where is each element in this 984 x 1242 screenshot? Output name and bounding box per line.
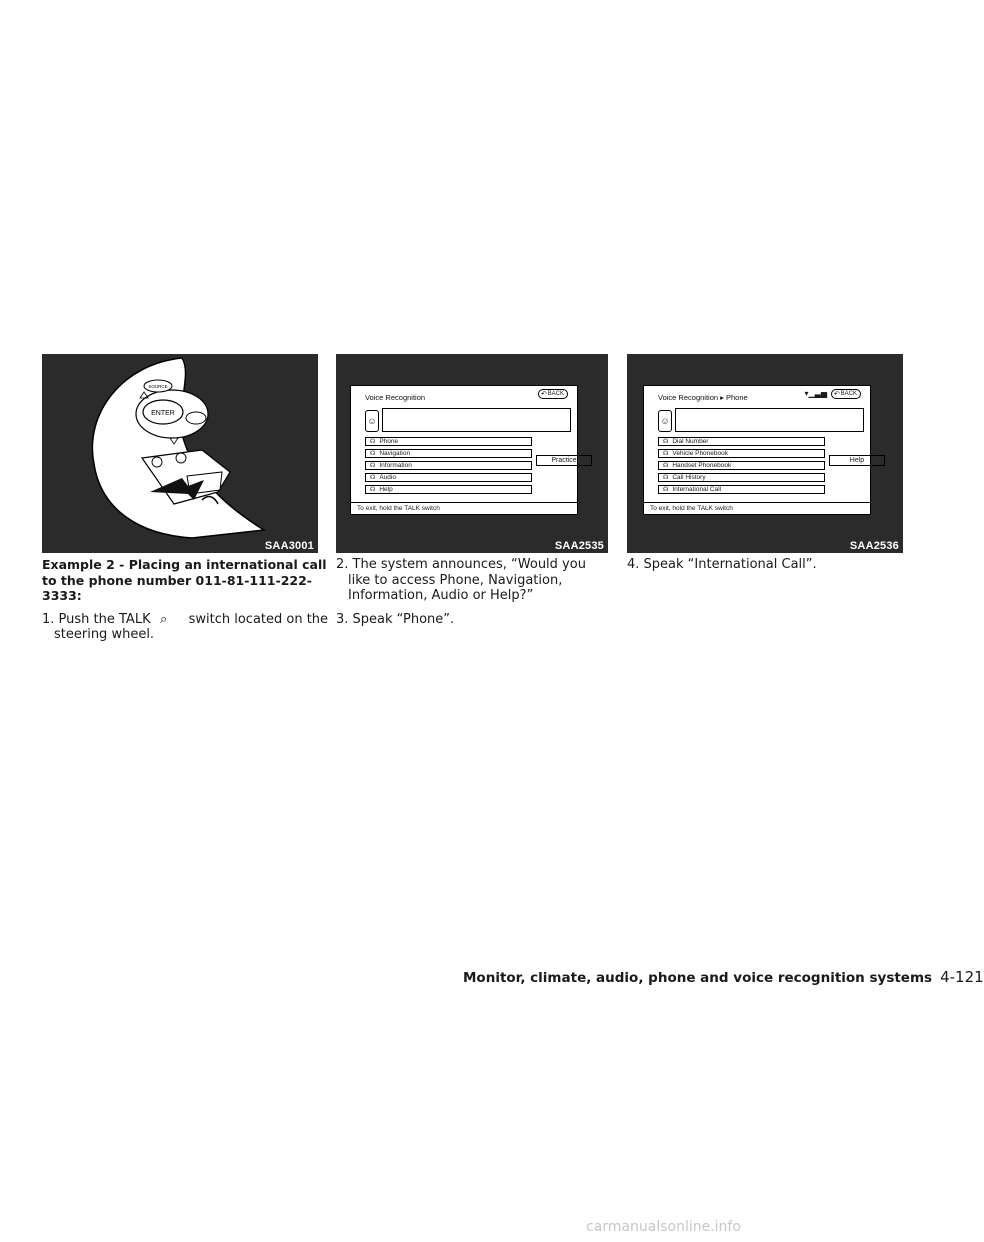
section-title: Monitor, climate, audio, phone and voice recognition systems [463, 970, 933, 986]
display-screen [350, 385, 578, 515]
voice-command-icon: ☊ [663, 486, 669, 493]
watermark: carmanualsonline.info [586, 1219, 741, 1235]
menu-label: Information [379, 462, 412, 469]
menu-label: International Call [672, 486, 722, 493]
menu-label: Handset Phonebook [672, 462, 732, 469]
back-label: BACK [840, 391, 857, 397]
display-screen [643, 385, 871, 515]
menu-label: Vehicle Phonebook [672, 450, 728, 457]
step-1-part-a: 1. Push the TALK [42, 611, 151, 627]
menu-label: Call History [672, 474, 706, 481]
recognition-box [382, 408, 571, 432]
back-arrow-icon: ↶ [541, 391, 547, 398]
menu-label: Help [379, 486, 393, 493]
menu-label: Dial Number [672, 438, 709, 445]
step-3: 3. Speak “Phone”. [336, 611, 455, 627]
text-column-1 [42, 557, 329, 643]
voice-command-icon: ☊ [370, 486, 376, 493]
recognition-box [675, 408, 864, 432]
voice-face-icon: ☺ [658, 410, 672, 432]
voice-command-icon: ☊ [370, 450, 376, 457]
voice-command-icon: ☊ [663, 450, 669, 457]
menu-item-help[interactable] [365, 485, 532, 494]
step-1-part-b: switch located on the steering wheel. [54, 611, 329, 642]
menu-item-handset-phonebook[interactable] [658, 461, 825, 470]
practice-button[interactable]: Practice [536, 455, 592, 466]
voice-menu [365, 437, 532, 497]
page-footer [463, 968, 984, 986]
voice-command-icon: ☊ [663, 474, 669, 481]
figure-voice-phone [627, 354, 903, 553]
voice-face-icon: ☺ [365, 410, 379, 432]
voice-command-icon: ☊ [663, 438, 669, 445]
screen-title: Voice Recognition [365, 393, 426, 402]
menu-item-call-history[interactable] [658, 473, 825, 482]
enter-button-label: ENTER [151, 410, 175, 417]
figure-voice-recognition [336, 354, 608, 553]
back-label: BACK [547, 391, 564, 397]
back-arrow-icon: ↶ [834, 391, 840, 398]
menu-item-information[interactable] [365, 461, 532, 470]
step-4: 4. Speak “International Call”. [627, 557, 817, 572]
help-button[interactable]: Help [829, 455, 885, 466]
voice-command-icon: ☊ [370, 438, 376, 445]
step-1 [42, 612, 329, 643]
menu-label: Audio [379, 474, 396, 481]
figure-code: SAA2535 [554, 540, 604, 552]
menu-item-audio[interactable] [365, 473, 532, 482]
menu-label: Navigation [379, 450, 411, 457]
figure-steering-switch [42, 354, 318, 553]
menu-item-vehicle-phonebook[interactable] [658, 449, 825, 458]
text-column-2 [336, 557, 608, 627]
step-2: 2. The system announces, “Would you like to access Phone, Navigation, Information, Audio or Help?” [336, 557, 586, 603]
source-button-label: SOURCE [148, 384, 168, 389]
voice-command-icon: ☊ [370, 474, 376, 481]
text-column-3 [627, 557, 903, 573]
talk-switch-icon: ⌕ [159, 611, 168, 627]
screen-title: Voice Recognition ▸ Phone [658, 393, 748, 402]
voice-command-icon: ☊ [370, 462, 376, 469]
signal-strength-icon: ▾▁▃▅ [804, 389, 827, 398]
back-button[interactable] [831, 389, 861, 399]
screen-footer-hint: To exit, hold the TALK switch [351, 502, 577, 514]
figure-code: SAA2536 [849, 540, 899, 552]
voice-menu [658, 437, 825, 497]
menu-item-navigation[interactable] [365, 449, 532, 458]
figure-code: SAA3001 [264, 540, 314, 552]
screen-footer-hint: To exit, hold the TALK switch [644, 502, 870, 514]
steering-switch-illustration [42, 354, 318, 553]
menu-item-phone[interactable] [365, 437, 532, 446]
page-number: 4-121 [940, 968, 984, 986]
voice-command-icon: ☊ [663, 462, 669, 469]
menu-label: Phone [379, 438, 399, 445]
menu-item-dial-number[interactable] [658, 437, 825, 446]
back-button[interactable] [538, 389, 568, 399]
example-heading: Example 2 - Placing an international call to the phone number 011-81-111-222-3333: [42, 557, 327, 603]
menu-item-international-call[interactable] [658, 485, 825, 494]
